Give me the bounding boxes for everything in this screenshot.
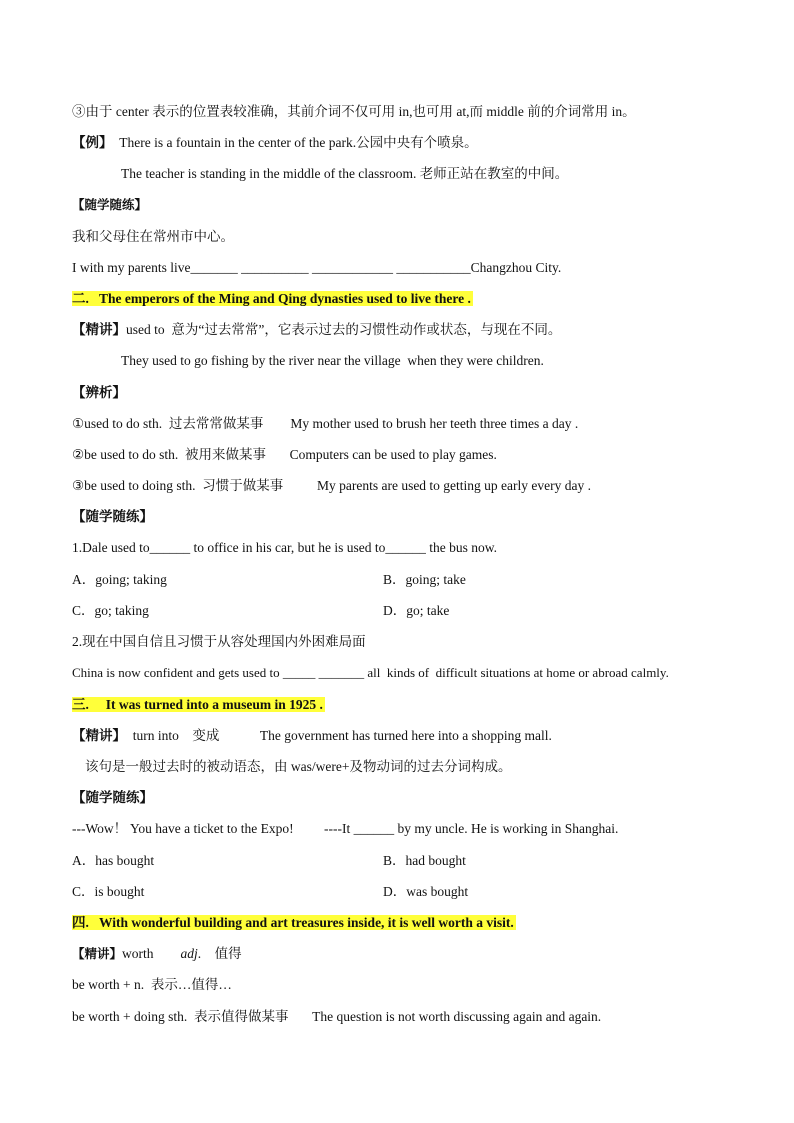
practice-question-cn: 我和父母住在常州市中心。 — [72, 229, 234, 244]
question-1: 1.Dale used to______ to office in his car, but he is used to______ the bus now. — [72, 540, 498, 555]
explain-text-3: turn into 变成 The government has turned here into a shopping mall. — [126, 728, 552, 743]
example-tag: 【例】 — [72, 135, 113, 150]
question-2-cn: 2.现在中国自信且习惯于从容处理国内外困难局面 — [72, 634, 366, 649]
example-line-2: The teacher is standing in the middle of the classroom. 老师正站在教室的中间。 — [121, 166, 569, 181]
section-2-highlight: 二. The emperors of the Ming and Qing dynasties used to live there . — [72, 291, 471, 306]
practice-question-en: I with my parents live_______ __________ ____________ ___________Changzhou City. — [72, 260, 562, 275]
explain-meaning-4: . 值得 — [197, 946, 242, 961]
practice-heading-2: 【随学随练】 — [72, 509, 153, 524]
explain-line-3 — [72, 727, 552, 745]
explain-word-4: worth — [122, 946, 154, 961]
question-3: ---Wow！ You have a ticket to the Expo! ----It ______ by my uncle. He is working in Shanghai. — [72, 821, 619, 836]
explain-pos-4: adj — [180, 946, 198, 961]
example-line-1 — [72, 134, 478, 152]
worth-doing-usage: be worth + doing sth. 表示值得做某事 The question is not worth discussing again and again. — [72, 1009, 602, 1024]
example-text-1: There is a fountain in the center of the park.公园中央有个喷泉。 — [119, 135, 478, 150]
explain-line-2 — [72, 321, 561, 339]
explain-line-4 — [72, 945, 242, 963]
analysis-item-3: ③be used to doing sth. 习惯于做某事 My parents are used to getting up early every day . — [72, 478, 592, 493]
practice-heading-1: 【随学随练】 — [72, 198, 148, 212]
q3-option-a[interactable]: A．has bought — [72, 853, 155, 868]
section-2-title — [72, 290, 473, 308]
section-4-title — [72, 914, 516, 932]
analysis-item-1: ①used to do sth. 过去常常做某事 My mother used to brush her teeth three times a day . — [72, 416, 579, 431]
worth-n-usage: be worth + n. 表示…值得… — [72, 977, 232, 992]
explain-text-2: used to 意为“过去常常”，它表示过去的习惯性动作或状态，与现在不同。 — [126, 322, 562, 337]
q1-option-d[interactable]: D．go; take — [383, 603, 450, 618]
q1-option-a[interactable]: A．going; taking — [72, 572, 167, 587]
section-3-title — [72, 696, 325, 714]
section-3-highlight: 三. It was turned into a museum in 1925 . — [72, 697, 323, 712]
practice-heading-3: 【随学随练】 — [72, 790, 153, 805]
analysis-item-2: ②be used to do sth. 被用来做某事 Computers can be used to play games. — [72, 447, 497, 462]
section-4-highlight: 四. With wonderful building and art treasures inside, it is well worth a visit. — [72, 915, 514, 930]
question-2-en: China is now confident and gets used to _____ _______ all kinds of difficult situations at home or abroad calmly. — [72, 665, 669, 680]
q3-option-c[interactable]: C．is bought — [72, 884, 145, 899]
q3-option-b[interactable]: B．had bought — [383, 853, 466, 868]
explain-tag-4: 【精讲】 — [72, 947, 123, 961]
explain-tag-2: 【精讲】 — [72, 322, 126, 337]
q1-option-b[interactable]: B．going; take — [383, 572, 466, 587]
q1-option-c[interactable]: C．go; taking — [72, 603, 149, 618]
explain-tag-3: 【精讲】 — [72, 728, 126, 743]
line-center-note: ③由于 center 表示的位置表较准确，其前介词不仅可用 in,也可用 at,而 middle 前的介词常用 in。 — [72, 104, 636, 119]
passive-note: 该句是一般过去时的被动语态，由 was/were+及物动词的过去分词构成。 — [85, 759, 512, 774]
q3-option-d[interactable]: D．was bought — [383, 884, 469, 899]
used-to-example: They used to go fishing by the river near the village when they were children. — [121, 353, 544, 368]
analysis-heading: 【辨析】 — [72, 385, 126, 400]
